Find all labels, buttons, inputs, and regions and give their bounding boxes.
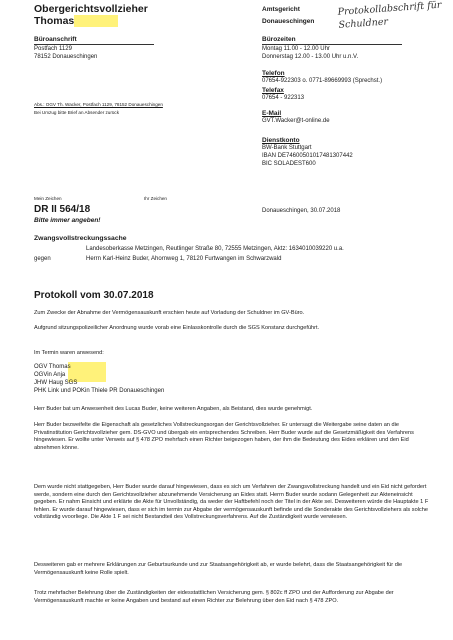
postal-line: Postfach 1129 [34,46,72,52]
paragraph: Herr Buder bezweifelte die Eigenschaft als gesetzliches Vollstreckungsorgan der Gerichtsvollzieher. Er untersagt die Weitergabe seine daten an die Privatinstitution Gerichtsvollzieher gem. DS-GVO und übergab ein entsprechendes Schreiben. Herr Buder wurde auf die Gesetzmäßigkeit des Verfahrens hingewiesen. Er wollte unter Verweis auf § 478 ZPO mehrfach einen Richter beigezogen haben, der ihm die Bedeutung des Eides erklären und den Eid abnehmen könne. [34,422,414,451]
redaction-highlight [68,362,106,382]
letterhead-name: Thomas [34,15,75,27]
reference-note: Bitte immer angeben! [34,217,101,224]
gegen-label: gegen [34,256,51,262]
paragraph: Aufgrund sitzungspolizeilicher Anordnung wurde vorab eine Einlasskontrolle durch die SGS Konstanz durchgeführt. [34,325,320,331]
postal-line: 78152 Donaueschingen [34,54,98,60]
sender-line: Abs.: OGV Th. Wacker, Postfach 1129, 78152 Donaueschingen [34,102,163,107]
bank-line: IBAN DE74600501017481307442 [262,153,353,159]
my-reference-label: Mein Zeichen [34,196,62,201]
handwritten-note: Protokollabschrift für Schuldner [337,0,442,31]
court-city: Donaueschingen [262,18,315,25]
paragraph: Dem wurde nicht stattgegeben, Herr Buder wurde darauf hingewiesen, dass es sich um Verfahren der Zwangsvollstreckung handelt und ein Eid nicht gefordert werde, sondern eine durch den Gerichtsvollzieher abzunehmende Versicherung an Eides statt. Herrn Buder wurde sodann Gelegenheit zur Akteneinsicht gegeben. Er nahm Einsicht und erklärte die Akte für Unvollständig, da weder der Haftbefehl noch der Titel in der Akte sei. Desweiteren würde die Hauptakte 1 F fehlen. Er wurde darauf hingewiesen, dass er sich im termin zur Abgabe der vermögensauskunft befinde und die Sonderakte des Gerichtsvollziehers als solche vollständig vvoorliege. Die Akte 1 F sei nicht Bestandteil des Vollstreckungsverfahrens. Auf die Zuständigkeit wurde verwiesen. [34,484,429,521]
debtor: Herrn Karl-Heinz Buder, Ahornweg 1, 78120 Furtwangen im Schwarzwald [86,256,282,262]
case-heading: Zwangsvollstreckungssache [34,235,127,242]
court-label: Amtsgericht [262,6,300,13]
fax-value: 07654 - 922313 [262,95,305,101]
attendee: PHK Link und POKin Thiele PR Donaueschingen [34,388,165,394]
postal-heading: Büroanschrift [34,36,77,43]
sender-note: Bei Umzug bitte Brief an Absender zurück [34,110,120,115]
bank-line: BW-Bank Stuttgart [262,145,312,151]
phone-value: 07654-922303 o. 0771-89669993 (Sprechst.) [262,78,383,84]
email-label: E-Mail [262,110,282,117]
your-reference-label: Ihr Zeichen [144,196,167,201]
protocol-title: Protokoll vom 30.07.2018 [34,290,154,301]
phone-label: Telefon [262,70,285,77]
redaction-highlight [74,15,118,27]
paragraph: Desweiteren gab er mehrere Erklärungen zur Geburtsurkunde und zur Staatsangehörigkeit ab, er wurde belehrt, dass die Staatsangehörigkeit für die Vermögensauskunft keine Rolle spielt. [34,562,403,576]
place-date: Donaueschingen, 30.07.2018 [262,208,341,214]
paragraph: Zum Zwecke der Abnahme der Vermögensauskunft erschien heute auf Vorladung der Schuldner im GV-Büro. [34,310,305,316]
bank-heading: Dienstkonto [262,137,300,144]
attendee: OGV Thomas [34,364,71,370]
attendee: JHW Haug SGS [34,380,78,386]
hours-line: Donnerstag 12.00 - 13.00 Uhr u.n.V. [262,54,359,60]
paragraph: Trotz mehrfacher Belehrung über die Zuständigkeiten der eidesstattlichen Versicherung gem. § 802c ff ZPO und der Aufforderung zur Abgabe der Vermögensauskunft machte er keine Angaben und bestand auf einen Richter zur Belehrung über den Eid nach § 478 ZPO. [34,590,394,604]
fax-label: Telefax [262,87,284,94]
attendance-intro: Im Termin waren anwesend: [34,350,104,356]
bank-line: BIC SOLADEST600 [262,161,316,167]
hours-line: Montag 11.00 - 12.00 Uhr [262,46,330,52]
letterhead-title: Obergerichtsvollzieher [34,3,148,15]
paragraph: Herr Buder bat um Anwesenheit des Lucas Buder, keine weiteren Angaben, als Beistand, dies wurde genehmigt. [34,406,313,412]
divider [34,44,154,45]
creditor: Landesoberkasse Metzingen, Reutlinger Straße 80, 72555 Metzingen, Aktz: 1634010039220 u.a. [86,246,344,252]
file-number: DR II 564/18 [34,204,91,215]
divider [262,44,402,45]
attendee: OGVin Anja [34,372,66,378]
hours-heading: Bürozeiten [262,36,296,43]
email-value: GVT.Wacker@t-online.de [262,118,330,124]
